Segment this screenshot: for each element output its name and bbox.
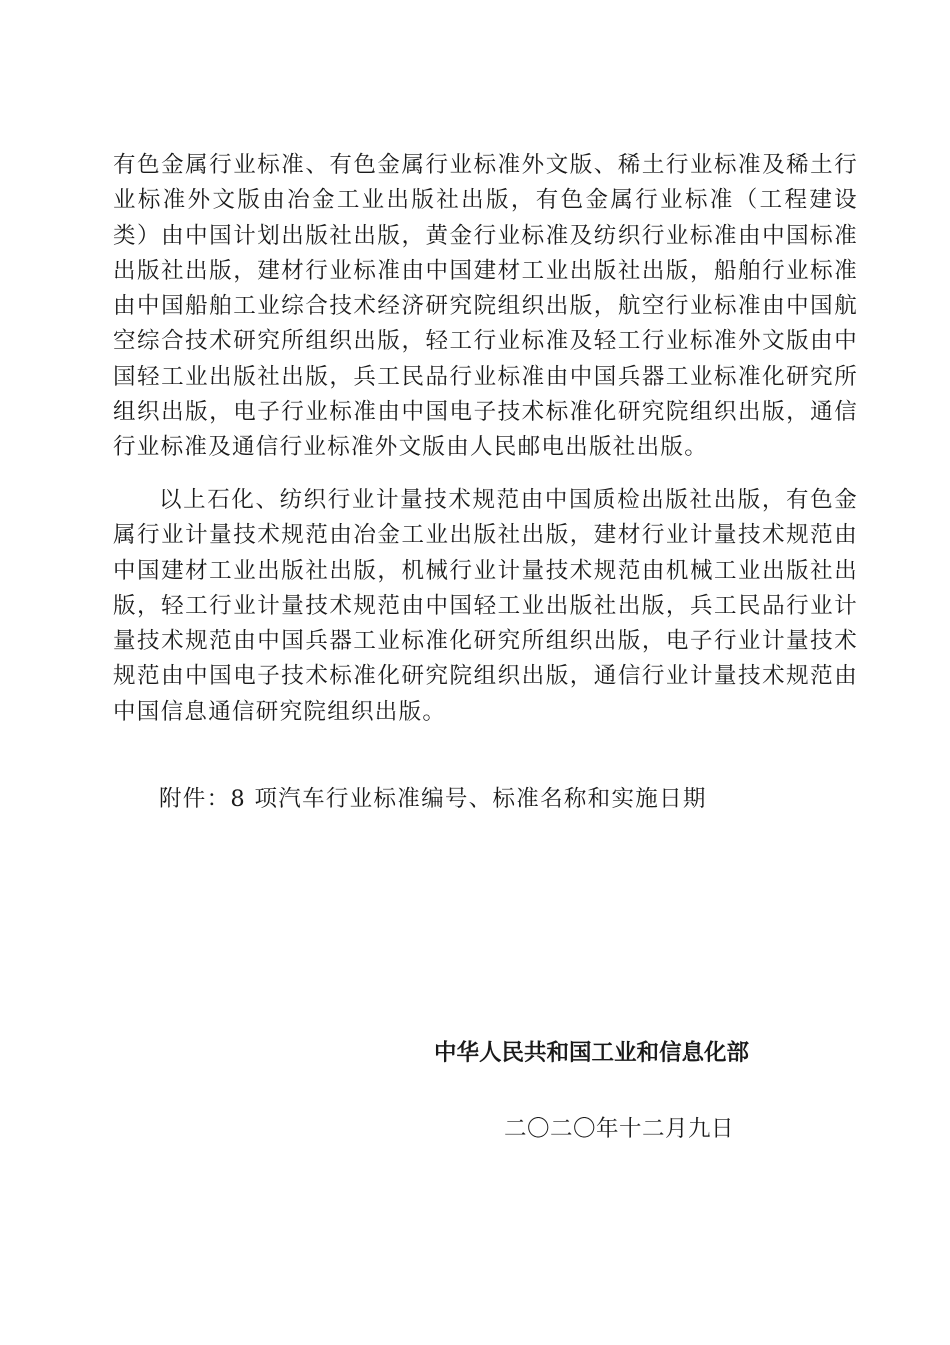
issuer-signature: 中华人民共和国工业和信息化部 [434,1040,750,1066]
body-paragraph-publishers: 有色金属行业标准、有色金属行业标准外文版、稀土行业标准及稀土行业标准外文版由冶金工业出版社出版，有色金属行业标准（工程建设类）由中国计划出版社出版，黄金行业标准及纺织行业标准由中国标准出版社出版，建材行业标准由中国建材工业出版社出版，船舶行业标准由中国船舶工业综合技术经济研究院组织出版，航空行业标准由中国航空综合技术研究所组织出版，轻工行业标准及轻工行业标准外文版由中国轻工业出版社出版，兵工民品行业标准由中国兵器工业标准化研究所组织出版，电子行业标准由中国电子技术标准化研究院组织出版，通信行业标准及通信行业标准外文版由人民邮电出版社出版。 [113,152,858,461]
body-paragraph-metrology: 以上石化、纺织行业计量技术规范由中国质检出版社出版，有色金属行业计量技术规范由冶金工业出版社出版，建材行业计量技术规范由中国建材工业出版社出版，机械行业计量技术规范由机械工业出版社出版，轻工行业计量技术规范由中国轻工业出版社出版，兵工民品行业计量技术规范由中国兵器工业标准化研究所组织出版，电子行业计量技术规范由中国电子技术标准化研究院组织出版，通信行业计量技术规范由中国信息通信研究院组织出版。 [113,487,858,725]
attachment-line: 附件：8 项汽车行业标准编号、标准名称和实施日期 [159,786,707,812]
issue-date: 二〇二〇年十二月九日 [504,1116,735,1142]
